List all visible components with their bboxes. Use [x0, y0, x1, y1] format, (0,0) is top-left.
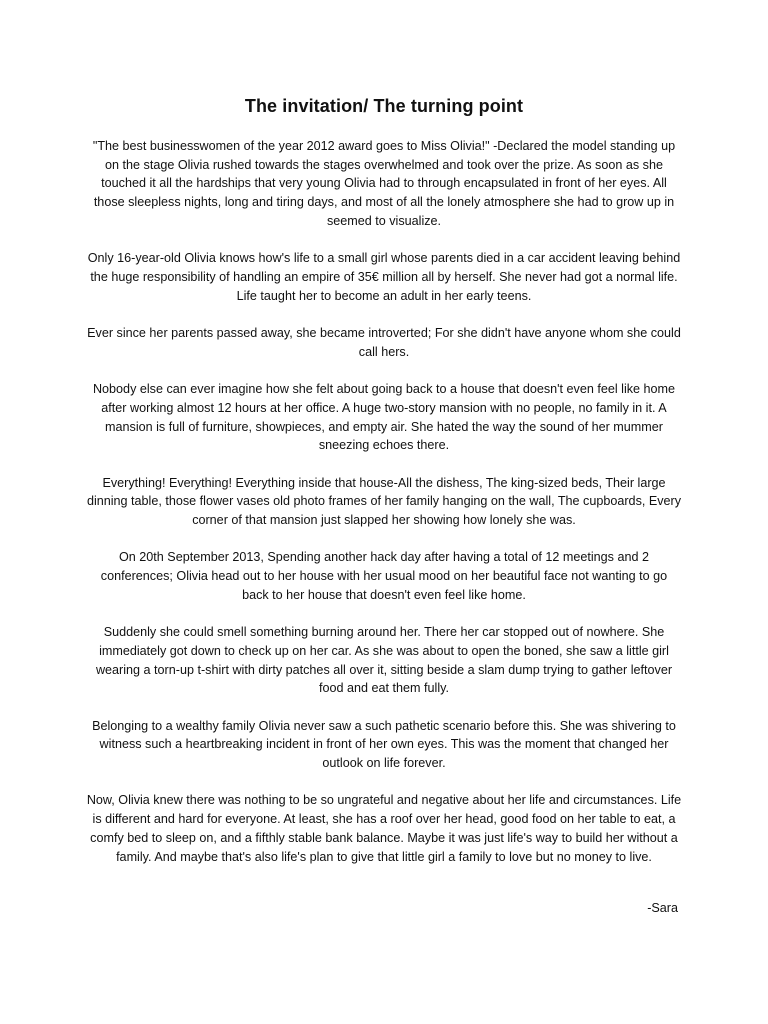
author-signature: -Sara: [647, 901, 678, 915]
paragraph-turning-point: Belonging to a wealthy family Olivia never saw a such pathetic scenario before this. She was shivering to witness such a heartbreaking incident in front of her own eyes. This was the moment that changed her outlook on life forever.: [92, 718, 676, 771]
paragraph-olivia-background: Only 16-year-old Olivia knows how's life to a small girl whose parents died in a car accident leaving behind the huge responsibility of handling an empire of 35€ million all by herself. She never had got a normal life. Life taught her to become an adult in her early teens.: [87, 251, 681, 303]
paragraph-award: "The best businesswomen of the year 2012 award goes to Miss Olivia!" -Declared the model standing up on the stage Olivia rushed towards the stages overwhelmed and took over the prize. As soon as she touched it all the hardships that very young Olivia had to through encapsulated in front of her eyes. All those sleepless nights, long and tiring days, and most of all the lonely atmosphere she had to grow up in seemed to visualize.: [92, 139, 676, 228]
paragraph-september: On 20th September 2013, Spending another hack day after having a total of 12 meetings and 2 conferences; Olivia head out to her house with her usual mood on her beautiful face not wanting to go back to her house that doesn't even feel like home.: [100, 550, 668, 602]
paragraph-mansion: Nobody else can ever imagine how she felt about going back to a house that doesn't even feel like home after working almost 12 hours at her office. A huge two-story mansion with no people, no family in it. A mansion is full of furniture, showpieces, and empty air. She hated the way the sound of her mummer sneezing echoes there.: [92, 382, 676, 453]
document-body: [86, 137, 682, 885]
paragraph-car-stopped: Suddenly she could smell something burning around her. There her car stopped out of nowhere. She immediately got down to check up on her car. As she was about to open the boned, she saw a little girl wearing a torn-up t-shirt with dirty patches all over it, sitting beside a slam dump trying to gather leftover food and eat them fully.: [95, 625, 673, 696]
document-title: The invitation/ The turning point: [244, 96, 524, 116]
paragraph-conclusion: Now, Olivia knew there was nothing to be so ungrateful and negative about her life and circumstances. Life is different and hard for everyone. At least, she has a roof over her head, good food on her table to eat, a comfy bed to sleep on, and a fifthly stable bank balance. Maybe it was just life's way to build her without a family. And maybe that's also life's plan to give that little girl a family to love but no money to live.: [86, 793, 682, 864]
paragraph-introverted: Ever since her parents passed away, she became introverted; For she didn't have anyone whom she could call hers.: [87, 326, 681, 359]
paragraph-everything: Everything! Everything! Everything inside that house-All the dishess, The king-sized beds, Their large dinning table, those flower vases old photo frames of her family hanging on the wall, The cupboards, Every corner of that mansion just slapped her showing how lonely she was.: [86, 475, 682, 527]
